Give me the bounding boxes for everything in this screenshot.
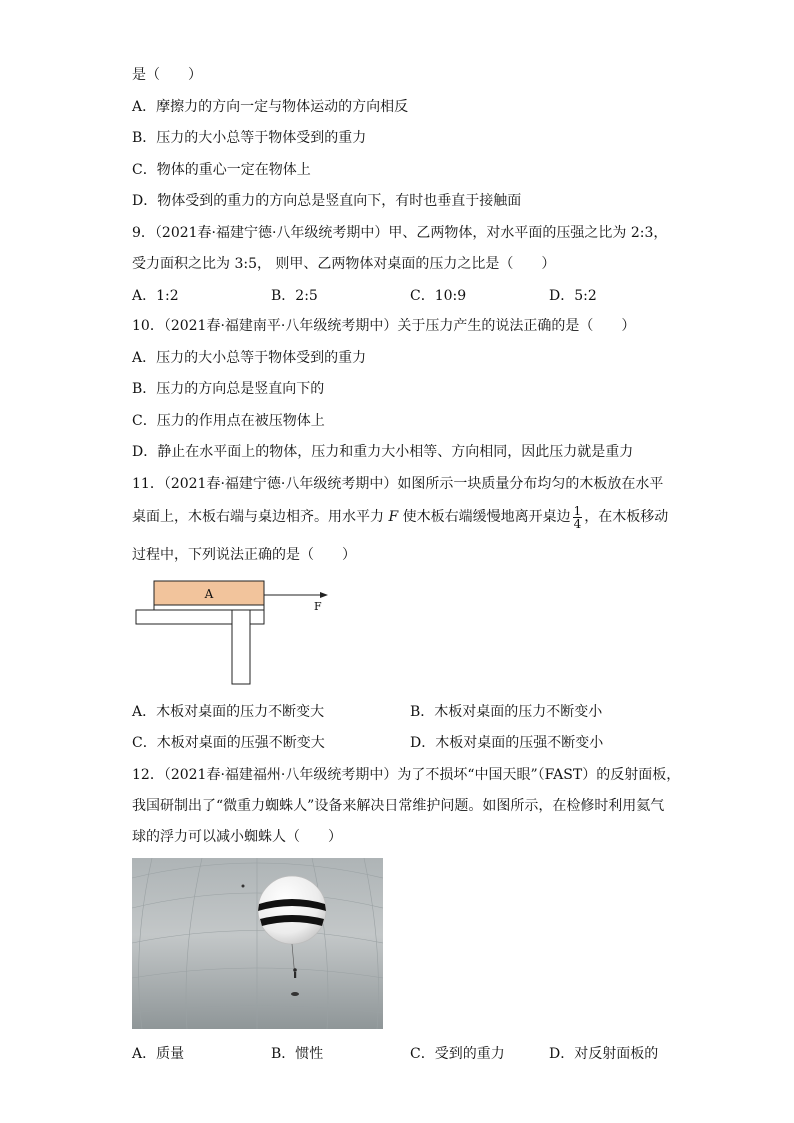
q10-option-b: B．压力的方向总是竖直向下的 [132, 381, 325, 397]
q11-force-symbol: F [388, 509, 399, 525]
q11-fraction-numerator: 1 [573, 503, 582, 518]
q9-option-a: A．1:2 [132, 288, 179, 304]
q11-option-c: C．木板对桌面的压强不断变大 [132, 735, 325, 751]
helium-balloon [258, 876, 326, 944]
worker-equipment [291, 992, 299, 996]
q12-option-b: B．惯性 [271, 1046, 324, 1062]
q11-stem-line2-part3: ，在木板移动 [584, 509, 669, 525]
q9-option-b: B．2:5 [271, 288, 318, 304]
q11-stem-line2-part1: 桌面上，木板右端与桌边相齐。用水平力 [132, 509, 389, 525]
q11-fraction [573, 505, 583, 530]
q11-board-figure [132, 576, 332, 688]
q11-stem-line1: 11．（2021春·福建宁德·八年级统考期中）如图所示一块质量分布均匀的木板放在水平 [132, 476, 664, 492]
table-top-edge [154, 605, 264, 610]
fast-balloon-photo [132, 858, 383, 1029]
q8-option-c: C．物体的重心一定在物体上 [132, 162, 311, 178]
force-arrow-head [320, 592, 328, 598]
q11-stem-line3: 过程中，下列说法正确的是（ ） [132, 547, 356, 563]
reflector-surface [132, 858, 383, 1029]
force-label: F [314, 600, 322, 613]
q9-option-c: C．10:9 [410, 288, 467, 304]
q10-option-a: A．压力的大小总等于物体受到的重力 [132, 350, 367, 366]
table-leg [232, 610, 250, 684]
board-label: A [204, 587, 214, 601]
q10-stem: 10．（2021春·福建南平·八年级统考期中）关于压力产生的说法正确的是（ ） [132, 318, 636, 334]
q12-option-c: C．受到的重力 [410, 1046, 505, 1062]
distant-worker [242, 885, 245, 888]
q12-stem-line1: 12．（2021春·福建福州·八年级统考期中）为了不损坏“中国天眼”（FAST）的反射面板， [132, 767, 681, 783]
q10-option-c: C．压力的作用点在被压物体上 [132, 413, 325, 429]
q8-option-a: A．摩擦力的方向一定与物体运动的方向相反 [132, 99, 409, 115]
q11-option-d: D．木板对桌面的压强不断变小 [410, 735, 604, 751]
q8-stem-tail: 是（ ） [132, 67, 202, 83]
q10-option-d: D．静止在水平面上的物体，压力和重力大小相等、方向相同，因此压力就是重力 [132, 444, 634, 460]
q12-option-d: D．对反射面板的 [549, 1046, 659, 1062]
q8-option-d: D．物体受到的重力的方向总是竖直向下，有时也垂直于接触面 [132, 193, 522, 209]
q9-stem-line1: 9．（2021春·福建宁德·八年级统考期中）甲、乙两物体，对水平面的压强之比为 2:3， [132, 225, 668, 241]
q9-stem-line2: 受力面积之比为 3:5， 则甲、乙两物体对桌面的压力之比是（ ） [132, 256, 556, 272]
q11-fraction-denominator: 4 [573, 516, 582, 531]
q12-stem-line3: 球的浮力可以减小蜘蛛人（ ） [132, 829, 342, 845]
q11-option-b: B．木板对桌面的压力不断变小 [410, 704, 603, 720]
q11-stem-line2-part2: 使木板右端缓慢地离开桌边 [398, 509, 571, 525]
q12-stem-line2: 我国研制出了“微重力蜘蛛人”设备来解决日常维护问题。如图所示，在检修时利用氦气 [132, 798, 665, 814]
q9-option-d: D．5:2 [549, 288, 597, 304]
q11-option-a: A．木板对桌面的压力不断变大 [132, 704, 325, 720]
q11-stem-line2 [132, 504, 668, 530]
q12-option-a: A．质量 [132, 1046, 185, 1062]
q8-option-b: B．压力的大小总等于物体受到的重力 [132, 130, 367, 146]
